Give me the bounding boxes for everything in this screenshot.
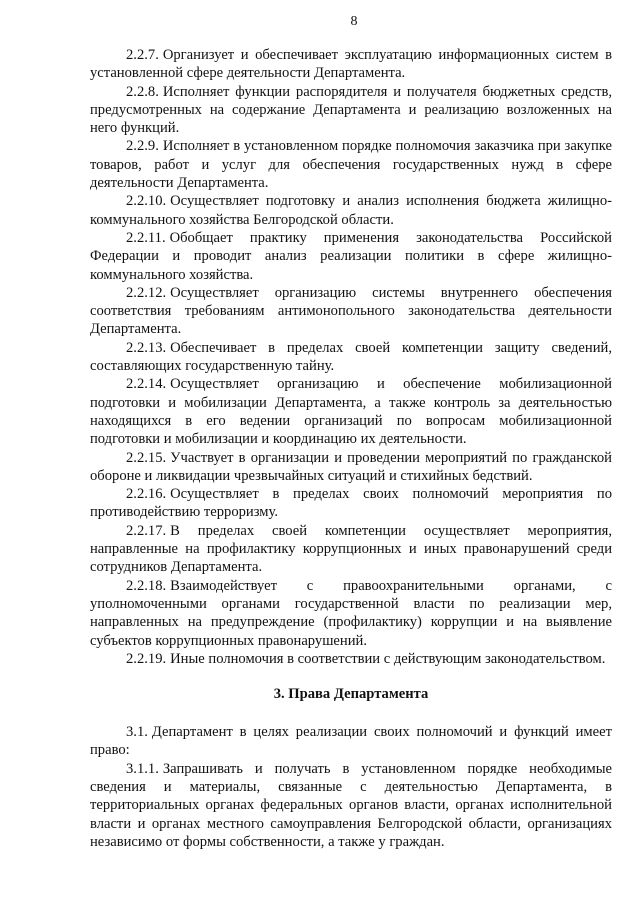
paragraph-text: Обеспечивает в пределах своей компетенции защиту сведений, составляющих государственную тайну.	[90, 339, 612, 375]
paragraph-text: Осуществляет в пределах своих полномочий мероприятия по противодействию терроризму.	[90, 486, 612, 521]
paragraph-number: 3.1.	[126, 724, 148, 741]
paragraph-2-2-16	[90, 485, 612, 522]
paragraph-number: 2.2.10.	[126, 193, 167, 210]
paragraph-text: Запрашивать и получать в установленном порядке необходимые сведения и материалы, связанные с деятельностью Департамента, в территориальных органах федеральных органов власти, органах исполнительной власти и органах местного самоуправления Белгородской области, организациях независимо от формы собственности, а также у граждан.	[90, 760, 612, 850]
paragraph-number: 2.2.17.	[126, 522, 167, 539]
functions-list	[90, 46, 612, 668]
page-number: 8	[350, 14, 358, 29]
paragraph-number: 3.1.1.	[126, 760, 159, 777]
paragraph-number: 2.2.15.	[126, 449, 167, 466]
paragraph-3-1-1	[90, 760, 612, 851]
paragraph-3-1	[90, 723, 612, 760]
paragraph-2-2-18	[90, 577, 612, 650]
paragraph-2-2-10	[90, 192, 612, 229]
paragraph-text: Участвует в организации и проведении мероприятий по гражданской обороне и ликвидации чрезвычайных ситуаций и стихийных бедствий.	[90, 449, 612, 484]
paragraph-number: 2.2.18.	[126, 577, 167, 594]
paragraph-2-2-13	[90, 339, 612, 376]
paragraph-2-2-15	[90, 449, 612, 486]
rights-list	[90, 723, 612, 851]
paragraph-2-2-9	[90, 137, 612, 192]
paragraph-2-2-11	[90, 229, 612, 284]
paragraph-number: 2.2.7.	[126, 47, 159, 63]
paragraph-text: Департамент в целях реализации своих полномочий и функций имеет право:	[90, 724, 612, 759]
paragraph-number: 2.2.14.	[126, 376, 167, 393]
paragraph-text: В пределах своей компетенции осуществляет мероприятия, направленные на профилактику коррупционных и иных правонарушений среди сотрудников Департамента.	[90, 522, 612, 576]
paragraph-number: 2.2.16.	[126, 486, 167, 503]
document-page	[90, 14, 612, 851]
paragraph-text: Организует и обеспечивает эксплуатацию информационных систем в установленной сфере деятельности Департамента.	[90, 47, 612, 82]
paragraph-2-2-19	[90, 650, 612, 668]
paragraph-2-2-14	[90, 375, 612, 448]
paragraph-number: 2.2.11.	[126, 229, 166, 246]
paragraph-2-2-17	[90, 522, 612, 577]
paragraph-2-2-12	[90, 284, 612, 339]
paragraph-text: Исполняет в установленном порядке полномочия заказчика при закупке товаров, работ и услуг для обеспечения государственных нужд в сфере деятельности Департамента.	[90, 138, 612, 192]
paragraph-number: 2.2.19.	[126, 650, 167, 667]
section-heading: 3. Права Департамента	[273, 686, 429, 703]
paragraph-text: Исполняет функции распорядителя и получателя бюджетных средств, предусмотренных на содержание Департамента и реализацию возложенных на него функций.	[90, 83, 612, 137]
paragraph-number: 2.2.8.	[126, 83, 159, 100]
paragraph-2-2-7	[90, 46, 612, 83]
paragraph-text: Взаимодействует с правоохранительными органами, с уполномоченными органами государственной власти по реализации мер, направленных на предупреждение (профилактику) коррупции и на выявление субъектов коррупционных правонарушений.	[90, 577, 612, 649]
paragraph-text: Осуществляет организацию и обеспечение мобилизационной подготовки и мобилизации Департамента, а также контроль за деятельностью находящихся в его ведении организаций по вопросам мобилизационной подготовки и мобилизации и координацию их деятельности.	[90, 376, 612, 448]
paragraph-number: 2.2.12.	[126, 284, 167, 301]
paragraph-text: Осуществляет подготовку и анализ исполнения бюджета жилищно-коммунального хозяйства Белгородской области.	[90, 193, 612, 228]
paragraph-number: 2.2.9.	[126, 138, 159, 155]
paragraph-text: Обобщает практику применения законодательства Российской Федерации и проводит анализ реализации политики в сфере жилищно-коммунального хозяйства.	[90, 229, 612, 283]
paragraph-2-2-8	[90, 83, 612, 138]
paragraph-text: Иные полномочия в соответствии с действующим законодательством.	[170, 650, 606, 667]
paragraph-text: Осуществляет организацию системы внутреннего обеспечения соответствия требованиям антимонопольного законодательства деятельности Департамента.	[90, 284, 612, 338]
paragraph-number: 2.2.13.	[126, 339, 167, 356]
